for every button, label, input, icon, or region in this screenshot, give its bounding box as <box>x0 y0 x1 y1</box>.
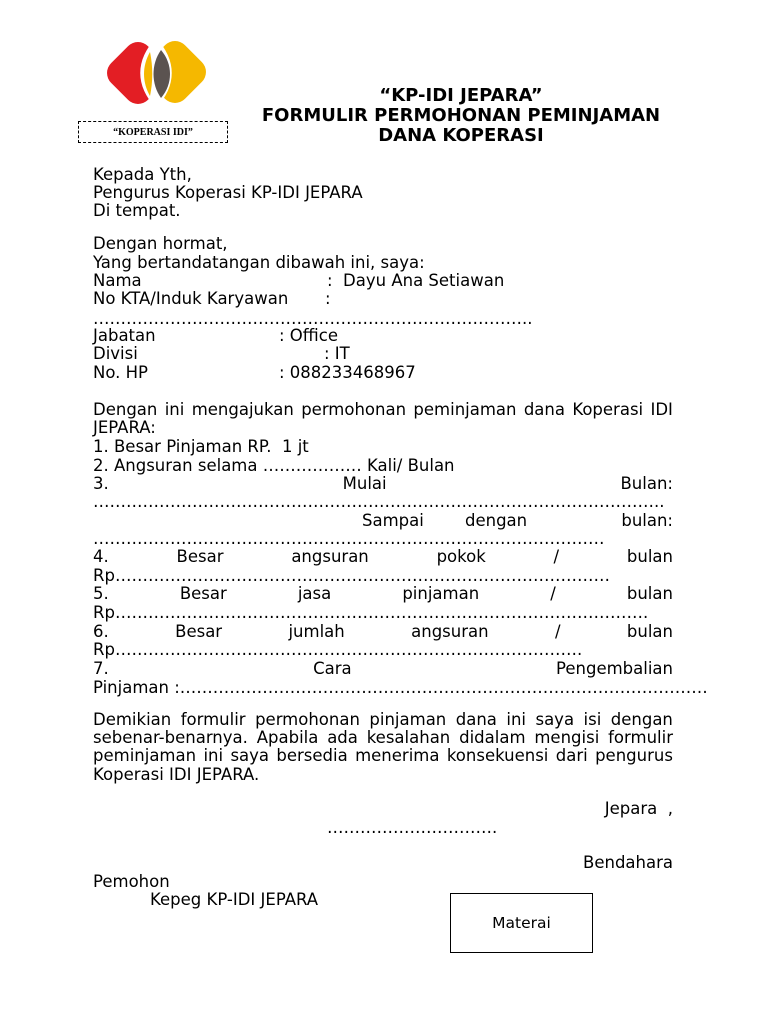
word: formulir <box>608 728 673 747</box>
word: IDI <box>650 400 673 419</box>
phone-label: No. HP <box>93 363 148 382</box>
word: Besar <box>179 584 227 603</box>
word: 4. <box>93 547 109 566</box>
word: permohonan <box>301 400 407 419</box>
closing-line-3 <box>93 746 673 766</box>
request-intro-line-1 <box>93 400 673 420</box>
kta-colon: : <box>325 289 331 308</box>
word: bulan <box>626 547 673 566</box>
request-item-3-until-word-3: bulan: <box>621 511 673 530</box>
request-item-4-value: Rp……………………………………………………………………………… <box>93 566 610 585</box>
division-value: : IT <box>324 344 350 363</box>
request-item-3 <box>93 474 673 494</box>
word: dana <box>523 400 565 419</box>
word: dana <box>455 710 497 729</box>
kta-label: No KTA/Induk Karyawan <box>93 289 289 308</box>
word: Koperasi <box>572 400 644 419</box>
word: / <box>553 547 560 566</box>
kta-value-dots: …………………………………………………………………….. <box>93 309 533 328</box>
word: peminjaman <box>413 400 517 419</box>
word: sebenar-benarnya. <box>93 728 248 747</box>
word: mengajukan <box>191 400 294 419</box>
title-form-subject: DANA KOPERASI <box>378 125 544 146</box>
request-item-2: 2. Angsuran selama ……………… Kali/ Bulan <box>93 456 455 475</box>
word: 7. <box>93 659 109 678</box>
request-item-3-until-dots: ………………………………………………………………………………… <box>93 529 605 548</box>
word: / <box>550 584 556 603</box>
address-line-3: Di tempat. <box>93 201 181 220</box>
word: Dengan <box>93 400 158 419</box>
signature-applicant: Pemohon <box>93 872 170 891</box>
word: 3. <box>93 474 109 493</box>
word: angsuran <box>411 622 489 641</box>
request-item-3-dots: ………………………………………………………………………………………….. <box>93 492 665 511</box>
name-value: : Dayu Ana Setiawan <box>327 271 505 290</box>
word: Mulai <box>342 474 387 493</box>
word: Bulan: <box>620 474 673 493</box>
request-item-5-value: Rp……………………………………………………………………………………. <box>93 603 649 622</box>
word: ini <box>506 710 526 729</box>
word: ini <box>203 746 224 765</box>
address-line-1: Kepada Yth, <box>93 165 192 184</box>
request-item-5 <box>93 584 673 604</box>
word: Besar <box>176 547 224 566</box>
word: jasa <box>297 584 332 603</box>
request-item-7-value: Pinjaman :…………………………………………………………………………………… <box>93 678 708 697</box>
request-intro-line-2: JEPARA: <box>93 418 156 437</box>
word: ada <box>327 728 358 747</box>
word: saya <box>230 746 270 765</box>
phone-value: : 088233468967 <box>279 363 416 382</box>
word: mengisi <box>534 728 600 747</box>
request-item-1: 1. Besar Pinjaman RP. 1 jt <box>93 437 309 456</box>
word: bulan <box>626 584 673 603</box>
word: 6. <box>93 622 109 641</box>
position-value: : Office <box>279 326 338 345</box>
word: dengan <box>610 710 673 729</box>
word: ini <box>164 400 185 419</box>
word: Cara <box>313 659 352 678</box>
koperasi-logo <box>95 28 220 118</box>
word: formulir <box>180 710 246 729</box>
word: pengurus <box>595 746 673 765</box>
logo-caption <box>78 121 228 143</box>
word: dari <box>555 746 588 765</box>
title-organization: “KP-IDI JEPARA” <box>379 85 543 106</box>
stamp-label: Materai <box>492 914 551 932</box>
closing-line-2 <box>93 728 673 748</box>
word: pokok <box>436 547 486 566</box>
word: Besar <box>175 622 223 641</box>
greeting: Dengan hormat, <box>93 234 228 253</box>
signature-treasurer: Bendahara <box>583 853 673 872</box>
word: bersedia <box>276 746 348 765</box>
word: permohonan <box>255 710 360 729</box>
word: pinjaman <box>369 710 447 729</box>
word: jumlah <box>288 622 345 641</box>
word: Demikian <box>93 710 172 729</box>
word: peminjaman <box>93 746 197 765</box>
address-line-2: Pengurus Koperasi KP-IDI JEPARA <box>93 183 363 202</box>
word: kesalahan <box>366 728 451 747</box>
word: angsuran <box>291 547 369 566</box>
word: Pengembalian <box>556 659 673 678</box>
request-item-3-until-word-1: Sampai <box>362 511 424 530</box>
request-item-3-until-word-2: dengan <box>465 511 528 530</box>
closing-line-4: Koperasi IDI JEPARA. <box>93 765 260 784</box>
word: saya <box>535 710 575 729</box>
signature-date-dots: …………………………. <box>327 818 498 837</box>
request-item-6 <box>93 622 673 642</box>
word: menerima <box>355 746 440 765</box>
word: / <box>554 622 561 641</box>
signature-staff: Kepeg KP-IDI JEPARA <box>150 890 319 909</box>
signature-place: Jepara , <box>604 799 673 818</box>
division-label: Divisi <box>93 344 138 363</box>
intro-statement: Yang bertandatangan dibawah ini, saya: <box>93 253 425 272</box>
word: Apabila <box>256 728 319 747</box>
word: didalam <box>459 728 526 747</box>
request-item-6-value: Rp…………………………………………………………………………. <box>93 640 583 659</box>
logo-caption-text: “KOPERASI IDI” <box>113 126 193 138</box>
stamp-box <box>450 893 593 953</box>
word: 5. <box>93 584 109 603</box>
word: isi <box>583 710 602 729</box>
word: konsekuensi <box>446 746 549 765</box>
word: bulan <box>626 622 673 641</box>
request-item-4 <box>93 547 673 567</box>
closing-line-1 <box>93 710 673 730</box>
title-form-name: FORMULIR PERMOHONAN PEMINJAMAN <box>261 105 661 126</box>
name-label: Nama <box>93 271 142 290</box>
position-label: Jabatan <box>93 326 156 345</box>
request-item-7 <box>93 659 673 679</box>
word: pinjaman <box>402 584 480 603</box>
